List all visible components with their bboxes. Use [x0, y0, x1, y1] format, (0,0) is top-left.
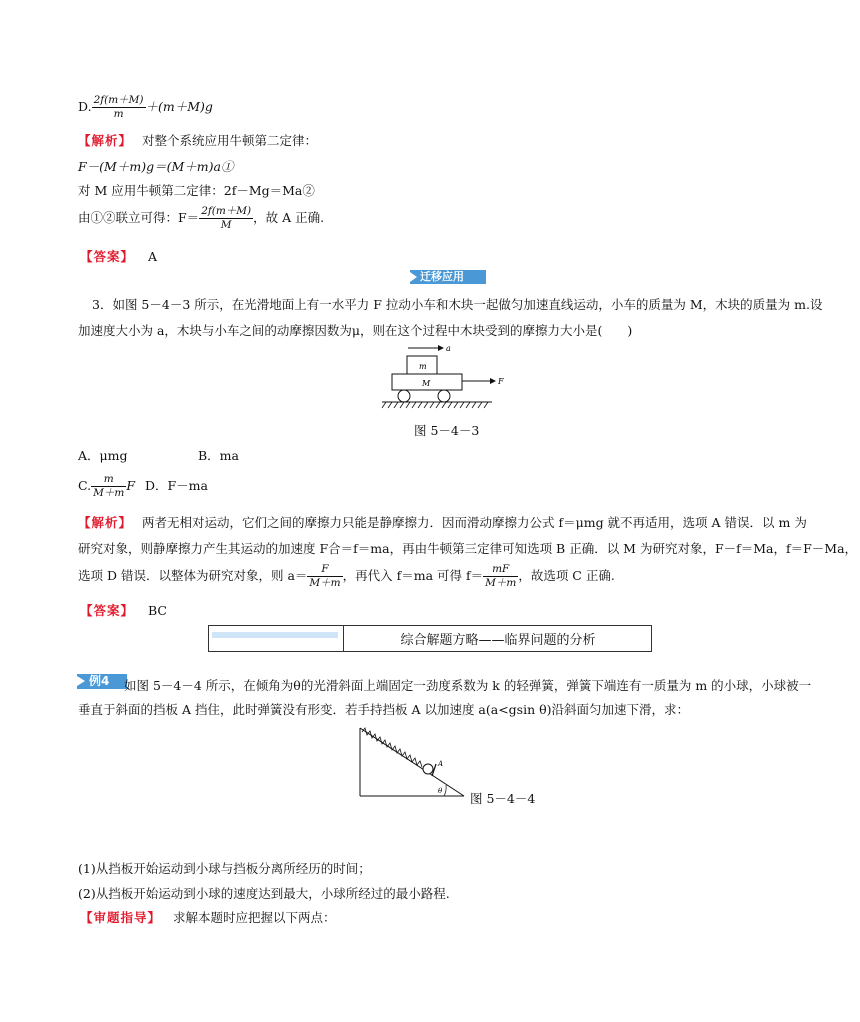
option-d-fraction: $\frac{2f(m+M)}{m}$	[93, 94, 144, 120]
analysis-label: 【解析】	[78, 133, 133, 148]
analysis-1-line3: 对 M 应用牛顿第二定律：2f－Mg＝Ma②	[78, 183, 315, 198]
analysis-1-line4: 由①②联立可得：F＝ $\frac{2f(m+M)}{M}$ ，故 A 正确.	[78, 205, 325, 231]
option-3cd: C. $\frac{m}{M+m}$ F D．F－ma	[78, 473, 208, 499]
strategy-arrow-icon	[212, 632, 338, 638]
label-F: F	[498, 377, 504, 386]
strategy-icon-cell	[209, 626, 344, 651]
strategy-header	[208, 625, 652, 652]
figure-5-4-3-caption: 图 5－4－3	[414, 423, 480, 438]
label-a: a	[446, 344, 451, 353]
transfer-application-tag: 迁移应用	[410, 270, 486, 284]
option-3a: A．μmg	[78, 448, 128, 463]
figure-5-4-4-caption: 图 5－4－4	[470, 791, 536, 806]
question-3-line1: 3．如图 5－4－3 所示，在光滑地面上有一水平力 F 拉动小车和木块一起做匀加速直线运动，小车的质量为 M，木块的质量为 m.设	[92, 297, 823, 312]
option-3b: B．ma	[198, 448, 239, 463]
label-M: M	[422, 379, 431, 388]
label-A: A	[438, 760, 444, 768]
analysis-2-line1: 【解析】 两者无相对运动，它们之间的摩擦力只能是静摩擦力．因而滑动摩擦力公式 f＝μmg 就不再适用，选项 A 错误．以 m 为	[78, 515, 807, 530]
review-guide: 【审题指导】 求解本题时应把握以下两点：	[80, 910, 336, 925]
answer-2: 【答案】 BC	[80, 603, 167, 618]
analysis-1-line2: F－(M＋m)g＝(M＋m)a①	[78, 159, 234, 174]
example-4-line2: 垂直于斜面的挡板 A 挡住，此时弹簧没有形变．若手持挡板 A 以加速度 a(a<gsin θ)沿斜面匀加速下滑，求：	[78, 702, 690, 717]
label-m: m	[419, 362, 427, 371]
strategy-title: 综合解题方略——临界问题的分析	[400, 633, 596, 648]
example-tag: 例4	[77, 674, 127, 689]
option-d: D. $\frac{2f(m+M)}{m}$ ＋(m＋M)g	[78, 94, 213, 120]
question-1: (1)从挡板开始运动到小球与挡板分离所经历的时间；	[78, 861, 371, 876]
analysis-1-line1: 【解析】 对整个系统应用牛顿第二定律：	[78, 133, 318, 148]
figure-5-4-4	[356, 726, 468, 800]
analysis-2-line3: 选项 D 错误．以整体为研究对象，则 a＝ $\frac{F}{M+m}$ ，再代入 f＝ma 可得 f＝ $\frac{mF}{M+m}$ ，故选项 C 正确.	[78, 563, 615, 589]
answer-1: 【答案】 A	[80, 249, 158, 264]
question-2: (2)从挡板开始运动到小球的速度达到最大，小球所经过的最小路程.	[78, 886, 450, 901]
question-3-line2: 加速度大小为 a，木块与小车之间的动摩擦因数为μ，则在这个过程中木块受到的摩擦力大小是( )	[78, 323, 633, 338]
label-theta: θ	[438, 787, 443, 795]
example-4-line1: 如图 5－4－4 所示，在倾角为θ的光滑斜面上端固定一劲度系数为 k 的轻弹簧，弹簧下端连有一质量为 m 的小球，小球被一	[124, 678, 812, 693]
analysis-2-line2: 研究对象，则静摩擦力产生其运动的加速度 F合＝f＝ma，再由牛顿第三定律可知选项 B 正确．以 M 为研究对象，F－f＝Ma，f＝F－Ma，	[78, 541, 858, 556]
figure-5-4-3	[380, 342, 510, 412]
